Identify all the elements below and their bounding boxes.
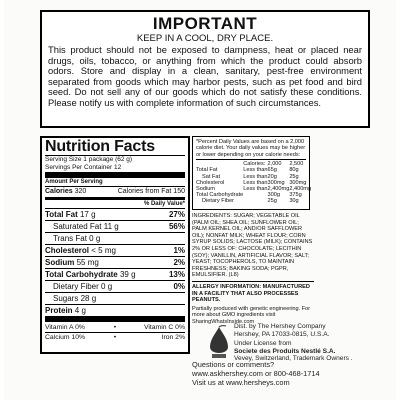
license-company: Societe des Produits Nestlé S.A. — [234, 347, 336, 355]
nutrient-row-trans-fat: Trans Fat 0 g — [45, 232, 185, 244]
calories-from-fat: Calories from Fat 150 — [117, 188, 185, 195]
footnote-row: Cholesterol Less than 300mg 300mg — [196, 179, 307, 186]
important-notice-box — [40, 10, 370, 128]
amount-per-serving: Amount Per Serving — [45, 179, 103, 185]
nutrient-row-dietary-fiber: Dietary Fiber 0 g 0% — [45, 280, 185, 292]
calories-row — [45, 186, 185, 196]
footnote-row: Dietary Fiber 25g 30g — [202, 198, 299, 205]
calories-label: Calories — [45, 188, 73, 195]
nutrient-row-sodium: Sodium 55 mg 2% — [45, 258, 185, 267]
important-body: This product should not be exposed to dampness, heat or placed near drugs, oils, tobacco, or anything from which the product could absorb odors. Store and display in a clean, sanitary, pest-free environment separated from goods which may harbor pests, such as pet food and bird seed. Do not sell any of our goods which do not satisfy these conditions. Please notify us with complete information of such circumstances. — [48, 44, 362, 108]
important-title: IMPORTANT — [152, 14, 258, 33]
dist-address: Hershey, PA 17033-0815, U.S.A. — [234, 330, 330, 338]
nutrition-title: Nutrition Facts — [45, 138, 155, 155]
nutrient-row-cholesterol: Cholesterol < 5 mg 1% — [45, 246, 185, 255]
nutrient-row-protein: Protein 4 g — [45, 304, 185, 316]
important-subtitle: KEEP IN A COOL, DRY PLACE. — [136, 33, 274, 44]
footnote-intro: *Percent Daily Values are based on a 2,000 calorie diet. Your daily values may be higher or lower depending on your calorie needs: — [196, 139, 306, 158]
visit-text: Visit us at www.hersheys.com — [192, 378, 290, 387]
footnote-table — [196, 161, 311, 204]
servings-per-container: Servings Per Container 12 — [45, 163, 122, 171]
license-text: Under License from — [234, 340, 292, 348]
contact-text: www.askhershey.com or 800-468-1714 — [192, 369, 320, 378]
footnote-header-row: Calories: 2,000 2,500 — [243, 161, 304, 168]
nutrient-row-saturated-fat: Saturated Fat 11 g 56% — [45, 220, 185, 232]
footnote-row: Total Fat Less than 65g 80g — [196, 167, 299, 174]
footnote-row: Total Carbohydrate 300g 375g — [196, 192, 302, 199]
nutrient-row-total-fat: Total Fat 17 g 27% — [45, 210, 185, 219]
daily-value-header: % Daily Value* — [143, 201, 185, 207]
allergy-info: ALLERGY INFORMATION: MANUFACTURED IN A FACILITY THAT ALSO PROCESSES PEANUTS. — [192, 283, 310, 304]
footnote-row: Sodium Less than 2,400mg 2,400mg — [196, 186, 312, 193]
ingredients-text: INGREDIENTS: SUGAR; VEGETABLE OIL (PALM OIL; SHEA OIL; SUNFLOWER OIL; PALM KERNEL OIL; AND/OR SAFFLOWER OIL); NONFAT MILK; WHEAT FLOUR; CORN SYRUP SOLIDS; LACTOSE (MILK); CONTAINS 2% OR LESS OF: CHOCOLATE; LECITHIN (SOY); VANILLIN, ARTIFICIAL FLAVOR; SALT; YEAST; TOCOPHEROLS, TO MAINTAIN FRESHNESS; BAKING SODA; PGPR, EMULSIFIER. (L8) — [192, 213, 313, 279]
distributor-block — [234, 323, 394, 363]
label-panel — [4, 0, 396, 400]
vitamin-row-2: Calcium 10% • Iron 2% — [45, 334, 185, 341]
serving-size: Serving Size 1 package (62 g) — [45, 156, 133, 163]
nutrition-facts-panel — [40, 136, 190, 354]
questions-text: Questions or comments? — [192, 360, 275, 369]
vitamin-row-1: Vitamin A 0% • Vitamin C 0% — [45, 324, 185, 331]
genetic-engineering-note: Partially produced with genetic engineering. For more about GMO ingredients visit SharingWhatsInside.com — [192, 305, 311, 325]
hershey-kiss-logo — [206, 325, 232, 365]
dist-by: Dist. by The Hershey Company — [234, 323, 326, 330]
calories-value: 320 — [74, 188, 87, 195]
license-company-address: Vevey, Switzerland, Trademark Owners . — [234, 355, 353, 363]
daily-value-footnote — [192, 136, 310, 210]
contact-block — [192, 360, 382, 387]
daily-value-header-row — [45, 201, 185, 208]
ingredients-block — [192, 213, 314, 328]
footnote-row: Sat Fat Less than 20g 25g — [202, 173, 299, 180]
nutrient-row-sugars: Sugars 28 g — [45, 292, 185, 304]
nutrient-row-total-carbohydrate: Total Carbohydrate 39 g 13% — [45, 270, 185, 279]
